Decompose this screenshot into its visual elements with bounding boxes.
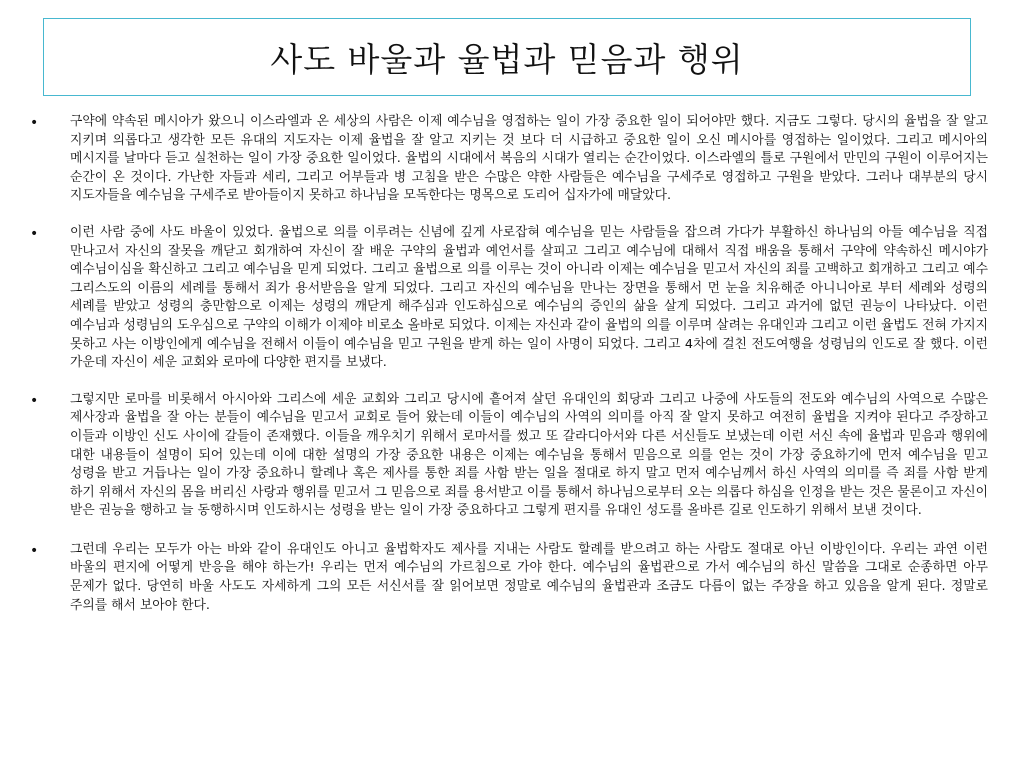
bullet-item-3 (26, 391, 988, 521)
title-box (43, 18, 971, 96)
bullet-text-3: 그렇지만 로마를 비롯해서 아시아와 그리스에 세운 교회와 그리고 당시에 흩어져 살던 유대인의 회당과 그리고 나중에 사도들의 전도와 예수님의 사역으로 수많은 제사장과 율법을 잘 아는 분들이 예수님을 믿고서 교회로 들어 왔는데 이들이 예수님의 사역의 의미를 아직 잘 알지 못하고 여전히 율법을 지켜야 된다고 주장하고 이들과 이방인 신도 사이에 갈들이 존재했다. 이들을 깨우치기 위해서 로마서를 썼고 또 갈라디아서와 다른 서신들도 보냈는데 이런 서신 속에 율법과 믿음과 행위에 대한 내용들이 설명이 되어 있는데 이에 대한 설명의 가장 중요한 내용은 이제는 예수님을 통해서 믿음으로 의를 얻는 것이 가장 중요하기에 먼저 예수님을 믿고 성령을 받고 거듭나는 일이 가장 중요하니 할례나 혹은 제사를 통한 죄를 사함 받는 일을 절대로 하지 말고 먼저 예수님께서 하신 사역의 의미를 즉 죄를 사함 받게 하기 위해서 자신의 몸을 버리신 사랑과 행위를 믿고서 그 믿음으로 죄를 용서받고 이를 통해서 하나님으로부터 오는 의롭다 하심을 인정을 받는 것은 물론이고 자신이 받은 권능을 행하고 늘 동행하시며 인도하시는 성령을 받는 일이 가장 중요하다고 그렇게 편지를 유대인 성도를 올바른 길로 인도하기 위해서 보낸 것이다. (70, 391, 988, 519)
bullet-item-2 (26, 224, 988, 373)
bullet-icon: • (30, 392, 39, 409)
slide-content (26, 113, 988, 633)
bullet-text-4: 그런데 우리는 모두가 아는 바와 같이 유대인도 아니고 율법학자도 제사를 지내는 사람도 할례를 받으려고 하는 사람도 절대로 아닌 이방인이다. 우리는 과연 이런 바울의 편지에 어떻게 반응을 해야 하는가! 우리는 먼저 예수님의 가르침으로 가야 한다. 예수님의 율법관으로 가서 예수님의 하신 말씀을 그대로 순종하면 아무 문제가 없다. 당연히 바울 사도도 자세하게 그의 모든 서신서를 잘 읽어보면 정말로 예수님의 율법관과 조금도 다름이 없는 주장을 하고 있음을 알게 된다. 정말로 주의를 해서 보아야 한다. (70, 541, 988, 613)
bullet-icon: • (30, 115, 39, 131)
bullet-icon: • (30, 225, 39, 242)
bullet-text-2: 이런 사람 중에 사도 바울이 있었다. 율법으로 의를 이루려는 신념에 깊게 사로잡혀 예수님을 믿는 사람들을 잡으려 가다가 부활하신 하나님의 아들 예수님을 직접 만나고서 자신의 잘못을 깨닫고 회개하여 자신이 잘 배운 구약의 율법과 예언서를 살피고 그리고 예수님에 대해서 직접 배움을 통해서 구약에 약속하신 메시야가 예수님이심을 확신하고 그리고 예수님을 믿게 되었다. 그리고 율법으로 의를 이루는 것이 아니라 이제는 예수님을 믿고서 자신의 죄를 고백하고 회개하고 그리고 예수 그리스도의 이름의 세례를 통해서 죄가 용서받음을 알게 되었다. 그리고 자신의 예수님을 만나는 장면을 통해서 먼 눈을 치유해준 아니니아로 부터 세례와 성령의 세례를 받았고 성령의 충만함으로 이제는 성령의 깨닫게 해주심과 인도하심으로 예수님의 증인의 삶을 살게 되었다. 그리고 과거에 없던 권능이 나타났다. 이런 예수님과 성령님의 도우심으로 구약의 이해가 이제야 비로소 올바로 되었다. 이제는 자신과 같이 율법의 의를 이루며 살려는 유대인과 그리고 이런 율법도 전혀 가지지 못하고 사는 이방인에게 예수님을 전해서 이들이 예수님을 믿고 구원을 받게 하는 일이 사명이 되었다. 그리고 4차에 걸친 전도여행을 성령님의 인도로 잘 했다. 이런 가운데 자신이 세운 교회와 로마에 다양한 편지를 보냈다. (70, 224, 988, 371)
bullet-item-4 (26, 541, 988, 615)
bullet-text-1: 구약에 약속된 메시아가 왔으니 이스라엘과 온 세상의 사람은 이제 예수님을 영접하는 일이 가장 중요한 일이 되어야만 했다. 지금도 그렇다. 당시의 율법을 잘 알고 지키며 의롭다고 생각한 모든 유대의 지도자는 이제 율법을 잘 알고 지키는 것 보다 더 시급하고 중요한 일이 오신 메시아를 영접하는 일이었다. 그리고 메시아의 메시지를 날마다 듣고 실천하는 일이 가장 중요한 일이었다. 율법의 시대에서 복음의 시대가 열리는 순간이었다. 이스라엘의 틀로 구원에서 만민의 구원이 이루어지는 순간이 온 것이다. 가난한 자들과 세리, 그리고 어부들과 병 고침을 받은 수많은 약한 사람들은 예수님을 구세주로 영접하고 구원을 받았다. 그러나 대부분의 당시 지도자들을 예수님을 구세주로 받아들이지 못하고 하나님을 모독한다는 명목으로 도리어 십자가에 매달았다. (70, 114, 988, 204)
bullet-icon: • (30, 542, 39, 559)
slide-title: 사도 바울과 율법과 믿음과 행위 (270, 39, 744, 79)
bullet-item-1 (26, 113, 988, 206)
